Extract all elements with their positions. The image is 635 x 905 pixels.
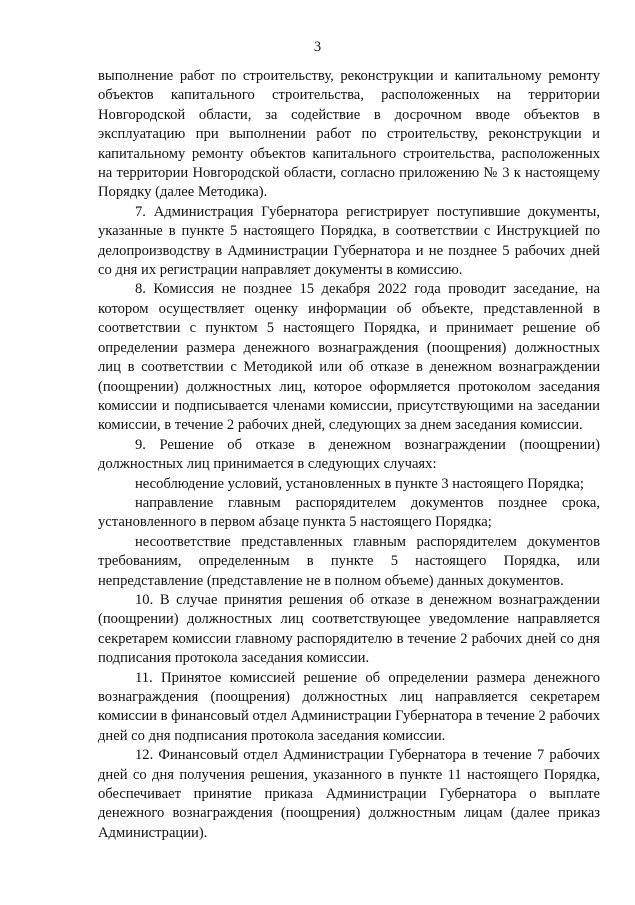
- document-body: [98, 67, 600, 843]
- paragraph-case-1: несоблюдение условий, установленных в пункте 3 настоящего Порядка;: [135, 475, 584, 492]
- paragraph-item-7: 7. Администрация Губернатора регистрирует поступившие документы, указанные в пункте 5 настоящего Порядка, в соответствии с Инструкцией по делопроизводству в Администрации Губернатора и не позднее 5 рабочих дней со дня их регистрации направляет документы в комиссию.: [98, 203, 600, 279]
- paragraph-case-3: несоответствие представленных главным распорядителем документов требованиям, определенным в пункте 5 настоящего Порядка, или непредставление (представление не в полном объеме) данных документов.: [98, 533, 600, 589]
- paragraph-item-11: 11. Принятое комиссией решение об определении размера денежного вознаграждения (поощрения) должностных лиц направляется секретарем комиссии в финансовый отдел Администрации Губернатора в течение 2 рабочих дней со дня подписания протокола заседания комиссии.: [98, 669, 601, 744]
- paragraph-item-8: 8. Комиссия не позднее 15 декабря 2022 года проводит заседание, на котором осуществляет оценку информации об объекте, представленной в соответствии с пунктом 5 настоящего Порядка, и принимает решение об определении размера денежного вознаграждения (поощрения) должностных лиц в соответствии с Методикой или об отказе в денежном вознаграждении (поощрении) должностных лиц, которое оформляется протоколом заседания комиссии и подписывается членами комиссии, присутствующими на заседании комиссии, в течение 2 рабочих дней, следующих за днем заседания комиссии.: [98, 281, 600, 434]
- page-number: 3: [313, 39, 322, 55]
- paragraph-item-12: 12. Финансовый отдел Администрации Губернатора в течение 7 рабочих дней со дня получения решения, указанного в пункте 11 настоящего Порядка, обеспечивает принятие приказа Администрации Губернатора о выплате денежного вознаграждения (поощрения) должностным лицам (далее приказ Администрации).: [98, 747, 600, 841]
- paragraph-case-2: направление главным распорядителем документов позднее срока, установленного в первом абзаце пункта 5 настоящего Порядка;: [98, 494, 600, 531]
- paragraph-continuation: выполнение работ по строительству, реконструкции и капитальному ремонту объектов капитального строительства, расположенных на территории Новгородской области, за содействие в досрочном вводе объектов в эксплуатацию при выполнении работ по строительству, реконструкции и капитальному ремонту объектов капитального строительства, расположенных на территории Новгородской области, согласно приложению № 3 к настоящему Порядку (далее Методика).: [98, 68, 600, 201]
- paragraph-item-10: 10. В случае принятия решения об отказе в денежном вознаграждении (поощрении) должностных лиц соответствующее уведомление направляется секретарем комиссии главному распорядителю в течение 2 рабочих дней со дня подписания протокола заседания комиссии.: [98, 591, 600, 667]
- paragraph-item-9: 9. Решение об отказе в денежном вознаграждении (поощрении) должностных лиц принимается в следующих случаях:: [98, 436, 600, 473]
